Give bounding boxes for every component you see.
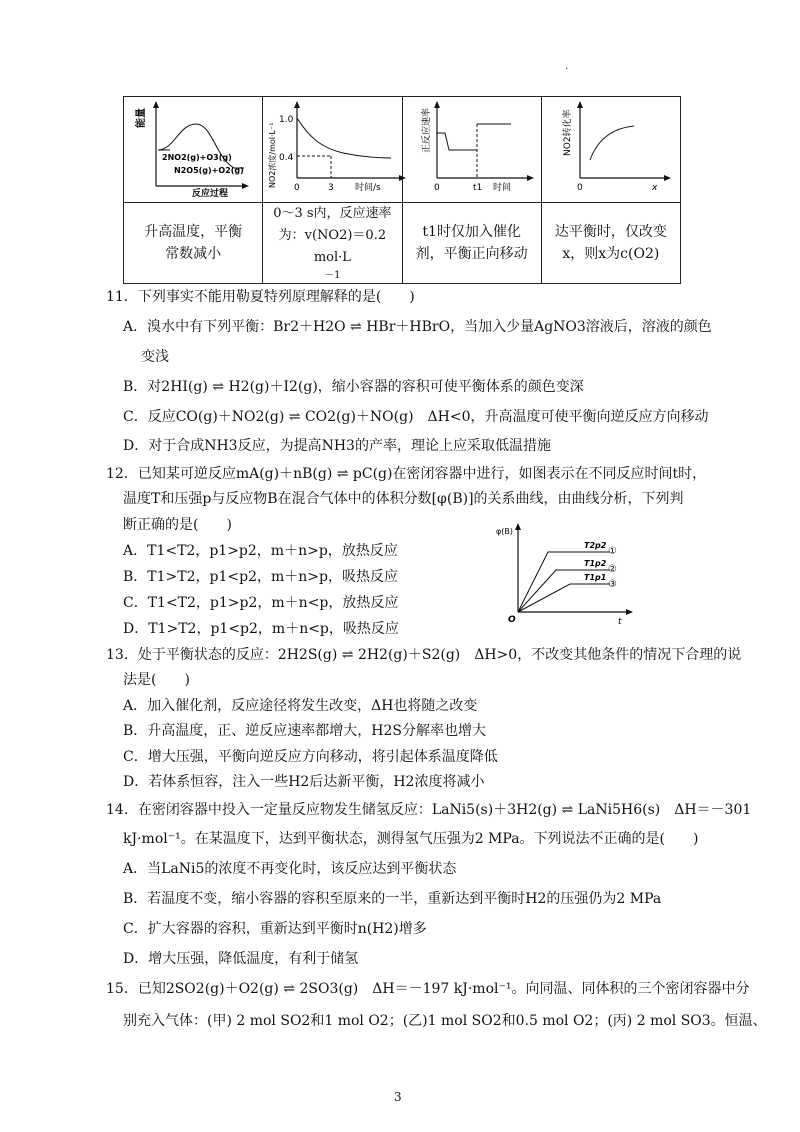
graph2-x0: 0	[294, 182, 300, 193]
caption-2	[263, 203, 402, 284]
q14-option-b: B．若温度不变，缩小容器的容积至原来的一半，重新达到平衡时H2的压强仍为2 MPa	[123, 891, 662, 907]
caption-4-line-2: x，则x为c(O2)	[562, 246, 660, 262]
q12-option-a: A．T1<T2，p1>p2，m＋n>p，放热反应	[123, 543, 398, 559]
graph2-ylabel: NO2浓度/mol·L⁻¹	[268, 122, 278, 188]
forward-rate-graph	[407, 98, 537, 198]
no2-conversion-graph	[546, 98, 676, 198]
graph4-xlabel: x	[651, 182, 658, 193]
caption-1-line-1: 升高温度，平衡	[144, 224, 243, 240]
no2-concentration-graph	[263, 98, 413, 198]
graph2-cell	[263, 97, 402, 203]
q13-stem-2: 法是( )	[123, 672, 190, 688]
caption-2-line-2: 为：v(NO2)＝0.2 mol·L	[278, 228, 387, 265]
graph4-cell	[541, 97, 680, 203]
graph1-curve1: 2NO2(g)+O3(g)	[162, 152, 232, 162]
q12-graph-origin: O	[508, 615, 516, 625]
q11-option-d: D．对于合成NH3反应，为提高NH3的产率，理论上应采取低温措施	[123, 438, 551, 454]
graph1-curve2: N2O5(g)+O2(g)	[174, 165, 244, 175]
q15-stem-1: 15．已知2SO2(g)＋O2(g) ⇌ 2SO3(g) ΔH＝－197 kJ·mol⁻¹。向同温、同体积的三个密闭容器中分	[106, 981, 750, 997]
q12-graph-xlabel: t	[618, 617, 622, 627]
graph2-xlabel: 时间/s	[355, 182, 381, 193]
q11-stem: 11．下列事实不能用勒夏特列原理解释的是( )	[106, 289, 415, 305]
q15-stem-2: 别充入气体：(甲) 2 mol SO2和1 mol O2；(乙)1 mol SO2和0.5 mol O2；(丙) 2 mol SO3。恒温、	[123, 1013, 767, 1029]
q13-option-b: B．升高温度，正、逆反应速率都增大，H2S分解率也增大	[123, 723, 486, 739]
graph4-x0: 0	[576, 182, 583, 193]
q12-option-c: C．T1<T2，p1>p2，m＋n<p，放热反应	[123, 595, 399, 611]
q12-stem-2: 温度T和压强p与反应物B在混合气体中的体积分数[φ(B)]的关系曲线，由曲线分析，下列判	[123, 491, 684, 507]
caption-1	[124, 203, 263, 284]
caption-4-line-1: 达平衡时，仅改变	[554, 224, 667, 240]
caption-3	[402, 203, 541, 284]
q12-curve-1-label: T2p2	[584, 541, 607, 550]
q12-curve-1-num: ①	[608, 546, 617, 557]
q14-option-c: C．扩大容器的容积，重新达到平衡时n(H2)增多	[123, 921, 427, 937]
energy-graph	[134, 98, 252, 198]
caption-2-line-1: 0～3 s内，反应速率	[273, 206, 392, 221]
caption-1-line-2: 常数减小	[165, 246, 222, 262]
q13-option-a: A．加入催化剂，反应途径将发生改变，ΔH也将随之改变	[123, 698, 478, 714]
page-number: 3	[394, 1090, 402, 1104]
caption-2-line-3: －1	[324, 270, 341, 281]
graph4-ylabel: NO2转化率	[562, 108, 573, 156]
q11-option-a-cont: 变浅	[141, 349, 169, 365]
q14-option-d: D．增大压强，降低温度，有利于储氢	[123, 951, 359, 967]
q12-graph	[490, 520, 640, 630]
graph1-xlabel: 反应过程	[192, 188, 229, 198]
graph2-tick-04: 0.4	[279, 152, 294, 163]
graph2-x3: 3	[328, 182, 334, 193]
q11-option-a: A．溴水中有下列平衡：Br2＋H2O ⇌ HBr＋HBrO，当加入少量AgNO3溶液后，溶液的颜色	[123, 319, 712, 335]
q12-curve-2-num: ②	[608, 564, 617, 575]
header-mark: .	[565, 61, 569, 72]
graph3-x0: 0	[433, 182, 440, 193]
graph1-ylabel: 能量	[136, 107, 148, 128]
q13-option-c: C．增大压强，平衡向逆反应方向移动，将引起体系温度降低	[123, 749, 498, 765]
q12-stem-3: 断正确的是( )	[123, 517, 232, 533]
figure-table	[123, 96, 681, 284]
graph2-tick-1: 1.0	[279, 114, 294, 125]
q12-curve-3-num: ③	[608, 579, 617, 590]
graph3-cell	[402, 97, 541, 203]
q14-option-a: A．当LaNi5的浓度不再变化时，该反应达到平衡状态	[123, 861, 457, 877]
q13-option-d: D．若体系恒容，注入一些H2后达新平衡，H2浓度将减小	[123, 774, 485, 790]
graph3-t1: t1	[472, 182, 482, 193]
q13-stem-1: 13．处于平衡状态的反应：2H2S(g) ⇌ 2H2(g)＋S2(g) ΔH>0，不改变其他条件的情况下合理的说	[106, 647, 742, 663]
graph3-ylabel: 正反应速率	[421, 107, 432, 153]
caption-3-line-2: 剂，平衡正向移动	[415, 246, 528, 262]
q12-graph-ylabel: φ(B)	[496, 527, 514, 536]
graph3-xlabel: 时间	[492, 182, 511, 193]
caption-3-line-1: t1时仅加入催化	[422, 224, 521, 240]
graph1-cell	[124, 97, 263, 203]
q11-option-b: B．对2HI(g) ⇌ H2(g)＋I2(g)，缩小容器的容积可使平衡体系的颜色变深	[123, 379, 584, 395]
q12-curve-3-label: T1p1	[584, 573, 607, 582]
q12-curve-2-label: T1p2	[584, 559, 607, 568]
q12-option-d: D．T1>T2，p1<p2，m＋n<p，吸热反应	[123, 621, 399, 637]
q14-stem-1: 14．在密闭容器中投入一定量反应物发生储氢反应：LaNi5(s)＋3H2(g) ⇌ LaNi5H6(s) ΔH＝－301	[106, 802, 752, 818]
q12-stem-1: 12．已知某可逆反应mA(g)＋nB(g) ⇌ pC(g)在密闭容器中进行，如图表示在不同反应时间t时，	[106, 466, 707, 482]
q11-option-c: C．反应CO(g)＋NO2(g) ⇌ CO2(g)＋NO(g) ΔH<0，升高温度可使平衡向逆反应方向移动	[123, 409, 709, 425]
caption-4	[541, 203, 680, 284]
q14-stem-2: kJ·mol⁻¹。在某温度下，达到平衡状态，测得氢气压强为2 MPa。下列说法不正确的是( )	[123, 831, 699, 847]
q12-option-b: B．T1>T2，p1<p2，m＋n>p，吸热反应	[123, 569, 398, 585]
